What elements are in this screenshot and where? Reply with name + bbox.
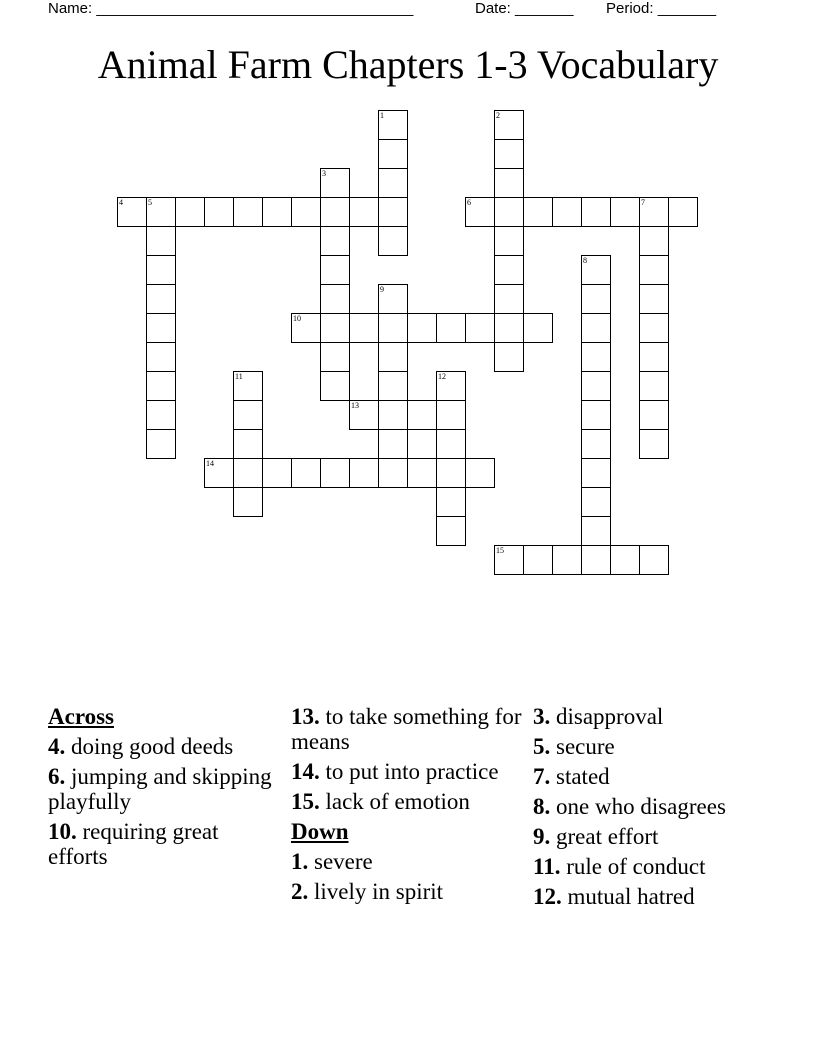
grid-cell[interactable]: [146, 429, 176, 459]
clue-down-9: 9. great effort: [533, 824, 659, 849]
grid-cell[interactable]: [436, 400, 466, 430]
clue-number-10: 10: [293, 314, 301, 323]
clue-column-1: [48, 704, 283, 874]
clue-number-15: 15: [496, 546, 504, 555]
grid-cell[interactable]: [291, 458, 321, 488]
grid-cell[interactable]: [378, 197, 408, 227]
clue-across-15: 15. lack of emotion: [291, 789, 470, 814]
grid-cell[interactable]: [378, 226, 408, 256]
grid-cell[interactable]: [465, 458, 495, 488]
grid-cell[interactable]: [378, 458, 408, 488]
grid-cell[interactable]: [233, 458, 263, 488]
grid-cell[interactable]: [378, 313, 408, 343]
grid-cell[interactable]: [639, 429, 669, 459]
across-heading: Across: [48, 704, 115, 729]
grid-cell[interactable]: [639, 255, 669, 285]
grid-cell[interactable]: [291, 197, 321, 227]
grid-cell[interactable]: [581, 429, 611, 459]
grid-cell[interactable]: [204, 458, 234, 488]
clue-across-10: 10. requiring great efforts: [48, 819, 219, 869]
date-field-label: Date: _______: [475, 0, 574, 17]
grid-cell[interactable]: [639, 197, 669, 227]
grid-cell[interactable]: [146, 255, 176, 285]
grid-cell[interactable]: [378, 168, 408, 198]
grid-cell[interactable]: [581, 255, 611, 285]
clue-down-1: 1. severe: [291, 849, 373, 874]
grid-cell[interactable]: [552, 545, 582, 575]
grid-cell[interactable]: [320, 168, 350, 198]
grid-cell[interactable]: [378, 284, 408, 314]
grid-cell[interactable]: [320, 313, 350, 343]
clue-down-7: 7. stated: [533, 764, 610, 789]
clue-number-1: 1: [380, 111, 384, 120]
grid-cell[interactable]: [407, 458, 437, 488]
grid-cell[interactable]: [581, 197, 611, 227]
grid-cell[interactable]: [407, 313, 437, 343]
clue-number-8: 8: [583, 256, 587, 265]
down-heading: Down: [291, 819, 349, 844]
clue-down-3: 3. disapproval: [533, 704, 664, 729]
grid-cell[interactable]: [639, 284, 669, 314]
grid-cell[interactable]: [494, 313, 524, 343]
clue-down-12: 12. mutual hatred: [533, 884, 695, 909]
grid-cell[interactable]: [349, 458, 379, 488]
grid-cell[interactable]: [233, 197, 263, 227]
grid-cell[interactable]: [320, 458, 350, 488]
grid-cell[interactable]: [146, 197, 176, 227]
grid-cell[interactable]: [523, 313, 553, 343]
grid-cell[interactable]: [581, 458, 611, 488]
clue-number-5: 5: [148, 198, 152, 207]
grid-cell[interactable]: [494, 342, 524, 372]
grid-cell[interactable]: [436, 487, 466, 517]
grid-cell[interactable]: [639, 545, 669, 575]
grid-cell[interactable]: [494, 284, 524, 314]
clue-across-6: 6. jumping and skipping playfully: [48, 764, 272, 814]
grid-cell[interactable]: [146, 342, 176, 372]
grid-cell[interactable]: [291, 313, 321, 343]
grid-cell[interactable]: [552, 197, 582, 227]
grid-cell[interactable]: [378, 429, 408, 459]
grid-cell[interactable]: [523, 197, 553, 227]
clue-down-11: 11. rule of conduct: [533, 854, 706, 879]
clue-number-7: 7: [641, 198, 645, 207]
grid-cell[interactable]: [581, 487, 611, 517]
clue-number-6: 6: [467, 198, 471, 207]
grid-cell[interactable]: [494, 168, 524, 198]
grid-cell[interactable]: [117, 197, 147, 227]
grid-cell[interactable]: [262, 197, 292, 227]
name-field-label: Name: ______________________________________: [48, 0, 414, 17]
clue-number-3: 3: [322, 169, 326, 178]
grid-cell[interactable]: [320, 197, 350, 227]
grid-cell[interactable]: [436, 458, 466, 488]
grid-cell[interactable]: [175, 197, 205, 227]
grid-cell[interactable]: [233, 487, 263, 517]
grid-cell[interactable]: [639, 226, 669, 256]
grid-cell[interactable]: [320, 255, 350, 285]
grid-cell[interactable]: [465, 197, 495, 227]
grid-cell[interactable]: [378, 139, 408, 169]
clue-down-2: 2. lively in spirit: [291, 879, 444, 904]
clue-number-13: 13: [351, 401, 359, 410]
grid-cell[interactable]: [436, 313, 466, 343]
grid-cell[interactable]: [146, 226, 176, 256]
grid-cell[interactable]: [581, 400, 611, 430]
clue-number-2: 2: [496, 111, 500, 120]
clue-column-2: [291, 704, 526, 909]
clue-across-13: 13. to take something for means: [291, 704, 522, 754]
clue-column-3: [533, 704, 768, 914]
grid-cell[interactable]: [494, 110, 524, 140]
page-title: Animal Farm Chapters 1-3 Vocabulary: [97, 42, 719, 87]
clue-number-14: 14: [206, 459, 214, 468]
grid-cell[interactable]: [494, 255, 524, 285]
grid-cell[interactable]: [610, 545, 640, 575]
grid-cell[interactable]: [581, 342, 611, 372]
grid-cell[interactable]: [581, 313, 611, 343]
grid-cell[interactable]: [233, 400, 263, 430]
grid-cell[interactable]: [581, 545, 611, 575]
grid-cell[interactable]: [378, 342, 408, 372]
grid-cell[interactable]: [146, 313, 176, 343]
grid-cell[interactable]: [146, 284, 176, 314]
grid-cell[interactable]: [581, 516, 611, 546]
grid-cell[interactable]: [320, 371, 350, 401]
grid-cell[interactable]: [436, 371, 466, 401]
grid-cell[interactable]: [639, 400, 669, 430]
clue-across-14: 14. to put into practice: [291, 759, 499, 784]
grid-cell[interactable]: [262, 458, 292, 488]
clue-number-9: 9: [380, 285, 384, 294]
period-field-label: Period: _______: [606, 0, 717, 17]
grid-cell[interactable]: [639, 342, 669, 372]
grid-cell[interactable]: [581, 371, 611, 401]
clue-across-4: 4. doing good deeds: [48, 734, 234, 759]
grid-cell[interactable]: [320, 284, 350, 314]
grid-cell[interactable]: [378, 110, 408, 140]
grid-cell[interactable]: [349, 313, 379, 343]
grid-cell[interactable]: [378, 371, 408, 401]
clue-number-11: 11: [235, 372, 243, 381]
grid-cell[interactable]: [320, 342, 350, 372]
grid-cell[interactable]: [668, 197, 698, 227]
grid-cell[interactable]: [494, 226, 524, 256]
grid-cell[interactable]: [639, 371, 669, 401]
grid-cell[interactable]: [494, 545, 524, 575]
grid-cell[interactable]: [436, 516, 466, 546]
grid-cell[interactable]: [581, 284, 611, 314]
grid-cell[interactable]: [146, 371, 176, 401]
grid-cell[interactable]: [349, 197, 379, 227]
grid-cell[interactable]: [320, 226, 350, 256]
grid-cell[interactable]: [610, 197, 640, 227]
grid-cell[interactable]: [233, 371, 263, 401]
grid-cell[interactable]: [639, 313, 669, 343]
grid-cell[interactable]: [146, 400, 176, 430]
grid-cell[interactable]: [494, 197, 524, 227]
clue-number-12: 12: [438, 372, 446, 381]
clue-down-5: 5. secure: [533, 734, 615, 759]
grid-cell[interactable]: [407, 400, 437, 430]
grid-cell[interactable]: [378, 400, 408, 430]
grid-cell[interactable]: [233, 429, 263, 459]
grid-cell[interactable]: [349, 400, 379, 430]
clue-down-8: 8. one who disagrees: [533, 794, 726, 819]
grid-cell[interactable]: [436, 429, 466, 459]
clue-number-4: 4: [119, 198, 123, 207]
grid-cell[interactable]: [523, 545, 553, 575]
grid-cell[interactable]: [204, 197, 234, 227]
grid-cell[interactable]: [465, 313, 495, 343]
grid-cell[interactable]: [494, 139, 524, 169]
